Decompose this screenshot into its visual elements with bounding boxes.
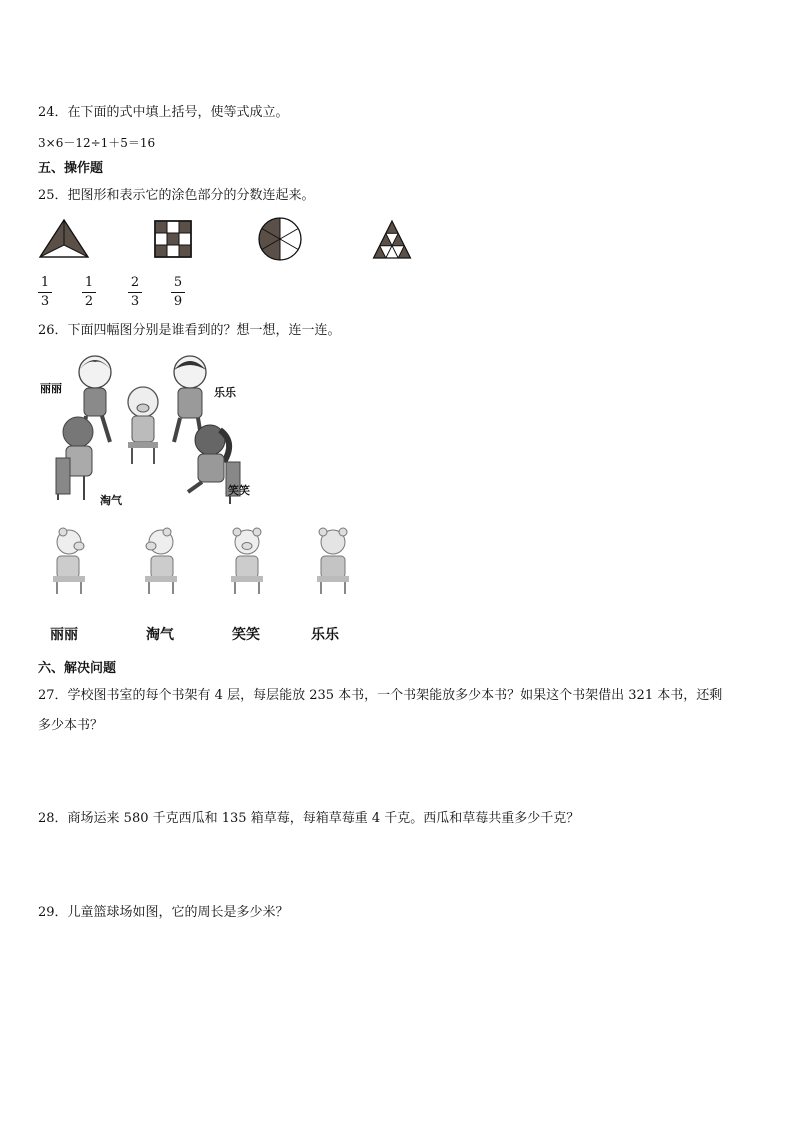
section5-title: 五、操作题 xyxy=(38,161,104,176)
view-label-lele: 乐乐 xyxy=(311,627,339,643)
fraction-one-third xyxy=(38,276,52,309)
q25-prompt: 25．把图形和表示它的涂色部分的分数连起来。 xyxy=(38,188,315,203)
view-label-xiaoxiao: 笑笑 xyxy=(232,627,260,643)
fraction-numerator: 2 xyxy=(130,275,140,290)
fraction-five-ninths xyxy=(171,276,185,309)
q24-prompt: 24．在下面的式中填上括号，使等式成立。 xyxy=(38,105,289,120)
fraction-denominator: 9 xyxy=(173,294,183,309)
fraction-numerator: 1 xyxy=(84,275,94,290)
fraction-numerator: 1 xyxy=(40,275,50,290)
q26-prompt: 26．下面四幅图分别是谁看到的？想一想，连一连。 xyxy=(38,323,341,338)
fraction-denominator: 3 xyxy=(40,294,50,309)
pig-view-back xyxy=(308,526,358,596)
fraction-two-thirds xyxy=(128,276,142,309)
q24-equation: 3×6－12÷1＋5＝16 xyxy=(38,136,156,150)
nine-triangle-shape xyxy=(366,219,418,261)
scene-drawing xyxy=(40,350,260,512)
q27-prompt-line1: 27．学校图书室的每个书架有 4 层，每层能放 235 本书，一个书架能放多少本书？如果这个书架借出 321 本书，还剩 xyxy=(38,688,723,703)
triangle-shape xyxy=(38,218,90,260)
scene-name-taoqi: 淘气 xyxy=(100,494,122,507)
view-label-lili: 丽丽 xyxy=(50,627,78,643)
grid-square-shape xyxy=(154,220,192,258)
fraction-denominator: 3 xyxy=(130,294,140,309)
fraction-denominator: 2 xyxy=(84,294,94,309)
pig-view-left-side xyxy=(45,526,95,596)
q29-prompt: 29．儿童篮球场如图，它的周长是多少米？ xyxy=(38,905,289,920)
section6-title: 六、解决问题 xyxy=(38,661,117,676)
pig-view-right-side xyxy=(135,526,185,596)
children-around-pig-illustration xyxy=(40,350,260,512)
scene-name-xiaoxiao: 笑笑 xyxy=(228,484,250,497)
fraction-numerator: 5 xyxy=(173,275,183,290)
fraction-one-half xyxy=(82,276,96,309)
q27-prompt-line2: 多少本书？ xyxy=(38,718,104,733)
view-label-taoqi: 淘气 xyxy=(146,627,174,643)
scene-name-lili: 丽丽 xyxy=(40,382,62,395)
pig-view-front xyxy=(222,526,272,596)
scene-name-lele: 乐乐 xyxy=(214,386,236,399)
q28-prompt: 28．商场运来 580 千克西瓜和 135 箱草莓，每箱草莓重 4 千克。西瓜和草莓共重多少千克？ xyxy=(38,811,580,826)
pie-circle-shape xyxy=(256,216,304,262)
